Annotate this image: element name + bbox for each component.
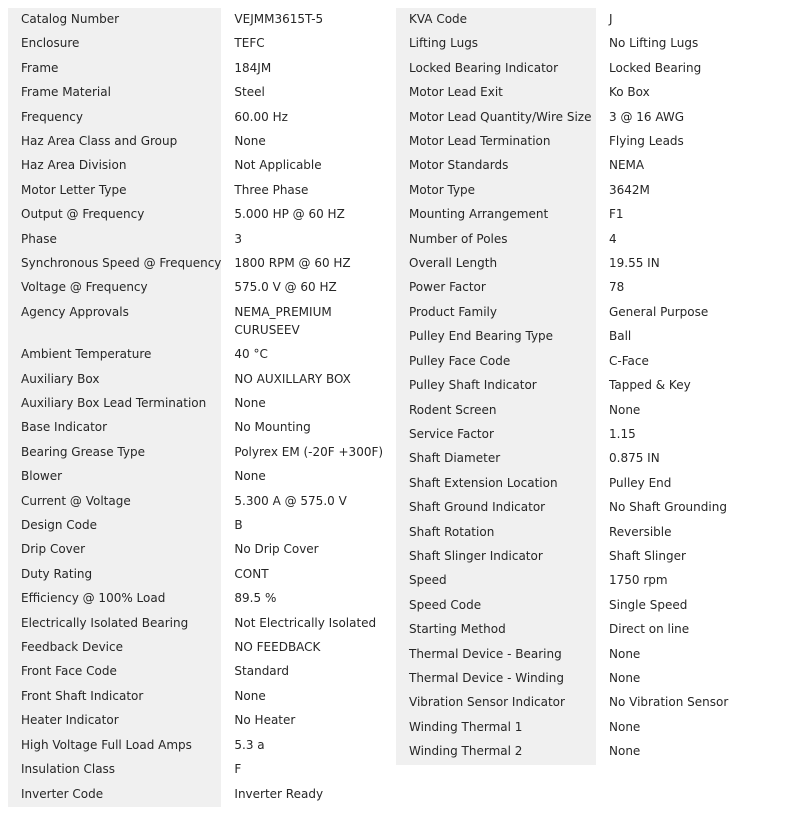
spec-value — [221, 301, 384, 343]
spec-value: Three Phase — [221, 179, 384, 203]
spec-row-bearing-grease-type — [8, 441, 384, 465]
spec-row-product-family — [396, 301, 769, 325]
spec-label: Output @ Frequency — [8, 203, 221, 227]
spec-label: Insulation Class — [8, 758, 221, 782]
spec-value: 78 — [596, 276, 769, 300]
spec-label: Motor Lead Quantity/Wire Size — [396, 106, 596, 130]
spec-value: None — [596, 399, 769, 423]
spec-value: 19.55 IN — [596, 252, 769, 276]
spec-row-catalog-number — [8, 8, 384, 32]
spec-row-winding-thermal-2 — [396, 740, 769, 764]
spec-row-auxiliary-box — [8, 368, 384, 392]
spec-row-auxiliary-box-lead-termination — [8, 392, 384, 416]
spec-label: Design Code — [8, 514, 221, 538]
spec-value: 1750 rpm — [596, 569, 769, 593]
spec-row-winding-thermal-1 — [396, 716, 769, 740]
spec-label: Motor Lead Exit — [396, 81, 596, 105]
spec-label: Inverter Code — [8, 783, 221, 807]
spec-row-haz-area-division — [8, 154, 384, 178]
spec-row-base-indicator — [8, 416, 384, 440]
spec-label: Synchronous Speed @ Frequency — [8, 252, 221, 276]
spec-row-frame-material — [8, 81, 384, 105]
spec-value: 5.3 a — [221, 734, 384, 758]
spec-row-design-code — [8, 514, 384, 538]
spec-value: 3 @ 16 AWG — [596, 106, 769, 130]
spec-value: Direct on line — [596, 618, 769, 642]
spec-label: Shaft Diameter — [396, 447, 596, 471]
spec-row-locked-bearing-indicator — [396, 57, 769, 81]
spec-label: Duty Rating — [8, 563, 221, 587]
spec-label: Frame — [8, 57, 221, 81]
spec-row-blower — [8, 465, 384, 489]
spec-value-line: NEMA_PREMIUM — [234, 304, 332, 319]
spec-row-shaft-extension-location — [396, 472, 769, 496]
spec-value: TEFC — [221, 32, 384, 56]
spec-row-inverter-code — [8, 783, 384, 807]
spec-row-pulley-end-bearing-type — [396, 325, 769, 349]
spec-label: Electrically Isolated Bearing — [8, 612, 221, 636]
spec-label: Agency Approvals — [8, 301, 221, 343]
spec-value: No Shaft Grounding — [596, 496, 769, 520]
spec-label: Thermal Device - Bearing — [396, 643, 596, 667]
spec-label: Overall Length — [396, 252, 596, 276]
spec-value: NO FEEDBACK — [221, 636, 384, 660]
spec-row-pulley-face-code — [396, 350, 769, 374]
spec-label: Winding Thermal 1 — [396, 716, 596, 740]
spec-row-starting-method — [396, 618, 769, 642]
spec-value: No Lifting Lugs — [596, 32, 769, 56]
spec-row-motor-letter-type — [8, 179, 384, 203]
spec-value: C-Face — [596, 350, 769, 374]
spec-value: 575.0 V @ 60 HZ — [221, 276, 384, 300]
spec-label: Ambient Temperature — [8, 343, 221, 367]
spec-row-feedback-device — [8, 636, 384, 660]
spec-value: Locked Bearing — [596, 57, 769, 81]
spec-value-line: CURUSEEV — [234, 322, 300, 337]
spec-row-vibration-sensor-indicator — [396, 691, 769, 715]
spec-value: Shaft Slinger — [596, 545, 769, 569]
spec-label: Catalog Number — [8, 8, 221, 32]
spec-label: Heater Indicator — [8, 709, 221, 733]
spec-row-mounting-arrangement — [396, 203, 769, 227]
spec-row-haz-area-class-and-group — [8, 130, 384, 154]
spec-row-motor-lead-exit — [396, 81, 769, 105]
spec-value: 184JM — [221, 57, 384, 81]
spec-value: None — [596, 716, 769, 740]
spec-label: Number of Poles — [396, 228, 596, 252]
spec-row-motor-lead-quantity-wire-size — [396, 106, 769, 130]
spec-value: None — [596, 667, 769, 691]
spec-value: 0.875 IN — [596, 447, 769, 471]
spec-label: Efficiency @ 100% Load — [8, 587, 221, 611]
spec-label: Motor Lead Termination — [396, 130, 596, 154]
spec-value: 1800 RPM @ 60 HZ — [221, 252, 384, 276]
spec-row-voltage-frequency — [8, 276, 384, 300]
spec-label: Haz Area Class and Group — [8, 130, 221, 154]
spec-value: None — [221, 685, 384, 709]
spec-label: Drip Cover — [8, 538, 221, 562]
spec-row-motor-type — [396, 179, 769, 203]
spec-row-rodent-screen — [396, 399, 769, 423]
spec-value: 4 — [596, 228, 769, 252]
spec-label: Vibration Sensor Indicator — [396, 691, 596, 715]
spec-row-power-factor — [396, 276, 769, 300]
spec-label: Pulley Face Code — [396, 350, 596, 374]
spec-label: Shaft Extension Location — [396, 472, 596, 496]
spec-value: Inverter Ready — [221, 783, 384, 807]
spec-row-motor-standards — [396, 154, 769, 178]
spec-label: Front Shaft Indicator — [8, 685, 221, 709]
spec-label: Phase — [8, 228, 221, 252]
spec-label: Haz Area Division — [8, 154, 221, 178]
spec-value: Flying Leads — [596, 130, 769, 154]
spec-row-synchronous-speed-frequency — [8, 252, 384, 276]
spec-value: No Heater — [221, 709, 384, 733]
spec-label: Motor Type — [396, 179, 596, 203]
spec-row-lifting-lugs — [396, 32, 769, 56]
spec-label: Blower — [8, 465, 221, 489]
spec-value: Steel — [221, 81, 384, 105]
spec-table-left-body — [8, 8, 384, 807]
spec-row-shaft-slinger-indicator — [396, 545, 769, 569]
spec-value: Standard — [221, 660, 384, 684]
spec-label: Shaft Slinger Indicator — [396, 545, 596, 569]
spec-row-current-voltage — [8, 490, 384, 514]
spec-row-duty-rating — [8, 563, 384, 587]
spec-value: No Vibration Sensor — [596, 691, 769, 715]
spec-value: 5.000 HP @ 60 HZ — [221, 203, 384, 227]
spec-label: Feedback Device — [8, 636, 221, 660]
spec-label: Power Factor — [396, 276, 596, 300]
spec-row-pulley-shaft-indicator — [396, 374, 769, 398]
spec-row-insulation-class — [8, 758, 384, 782]
spec-table-right — [396, 8, 769, 765]
spec-row-thermal-device-winding — [396, 667, 769, 691]
spec-value: None — [596, 643, 769, 667]
spec-value: 3 — [221, 228, 384, 252]
spec-row-efficiency-100-load — [8, 587, 384, 611]
spec-label: Auxiliary Box — [8, 368, 221, 392]
spec-value: 5.300 A @ 575.0 V — [221, 490, 384, 514]
spec-row-frequency — [8, 106, 384, 130]
spec-value: No Mounting — [221, 416, 384, 440]
spec-label: High Voltage Full Load Amps — [8, 734, 221, 758]
spec-value: NEMA — [596, 154, 769, 178]
spec-table-right-body — [396, 8, 769, 765]
spec-label: Thermal Device - Winding — [396, 667, 596, 691]
spec-value: None — [221, 465, 384, 489]
spec-value: J — [596, 8, 769, 32]
spec-row-output-frequency — [8, 203, 384, 227]
spec-label: Motor Letter Type — [8, 179, 221, 203]
spec-value: F1 — [596, 203, 769, 227]
spec-value: 1.15 — [596, 423, 769, 447]
spec-value: Polyrex EM (-20F +300F) — [221, 441, 384, 465]
spec-value: Ball — [596, 325, 769, 349]
spec-label: Lifting Lugs — [396, 32, 596, 56]
spec-row-thermal-device-bearing — [396, 643, 769, 667]
spec-label: Voltage @ Frequency — [8, 276, 221, 300]
spec-label: Bearing Grease Type — [8, 441, 221, 465]
spec-label: Pulley End Bearing Type — [396, 325, 596, 349]
spec-value: Not Applicable — [221, 154, 384, 178]
spec-row-frame — [8, 57, 384, 81]
spec-label: Motor Standards — [396, 154, 596, 178]
spec-row-shaft-ground-indicator — [396, 496, 769, 520]
spec-value: NO AUXILLARY BOX — [221, 368, 384, 392]
spec-value: None — [221, 130, 384, 154]
spec-row-phase — [8, 228, 384, 252]
spec-row-drip-cover — [8, 538, 384, 562]
spec-row-speed-code — [396, 594, 769, 618]
spec-label: Current @ Voltage — [8, 490, 221, 514]
spec-table-left — [8, 8, 384, 807]
spec-value: General Purpose — [596, 301, 769, 325]
spec-row-heater-indicator — [8, 709, 384, 733]
spec-row-kva-code — [396, 8, 769, 32]
spec-label: Frame Material — [8, 81, 221, 105]
spec-value: Ko Box — [596, 81, 769, 105]
spec-row-speed — [396, 569, 769, 593]
spec-label: Service Factor — [396, 423, 596, 447]
spec-value: Pulley End — [596, 472, 769, 496]
spec-label: Auxiliary Box Lead Termination — [8, 392, 221, 416]
spec-label: Shaft Rotation — [396, 521, 596, 545]
spec-row-enclosure — [8, 32, 384, 56]
spec-row-shaft-rotation — [396, 521, 769, 545]
spec-label: Frequency — [8, 106, 221, 130]
spec-label: Rodent Screen — [396, 399, 596, 423]
spec-value: VEJMM3615T-5 — [221, 8, 384, 32]
spec-label: Winding Thermal 2 — [396, 740, 596, 764]
spec-row-agency-approvals — [8, 301, 384, 343]
spec-label: Front Face Code — [8, 660, 221, 684]
spec-label: Locked Bearing Indicator — [396, 57, 596, 81]
spec-label: Speed Code — [396, 594, 596, 618]
spec-row-number-of-poles — [396, 228, 769, 252]
spec-row-electrically-isolated-bearing — [8, 612, 384, 636]
spec-label: Enclosure — [8, 32, 221, 56]
spec-value: Single Speed — [596, 594, 769, 618]
spec-row-high-voltage-full-load-amps — [8, 734, 384, 758]
spec-label: KVA Code — [396, 8, 596, 32]
spec-label: Mounting Arrangement — [396, 203, 596, 227]
spec-value: 60.00 Hz — [221, 106, 384, 130]
spec-row-service-factor — [396, 423, 769, 447]
spec-value: None — [596, 740, 769, 764]
spec-label: Starting Method — [396, 618, 596, 642]
spec-value: 89.5 % — [221, 587, 384, 611]
spec-label: Base Indicator — [8, 416, 221, 440]
spec-row-motor-lead-termination — [396, 130, 769, 154]
spec-value: None — [221, 392, 384, 416]
spec-row-shaft-diameter — [396, 447, 769, 471]
spec-value: 3642M — [596, 179, 769, 203]
spec-value: F — [221, 758, 384, 782]
spec-row-ambient-temperature — [8, 343, 384, 367]
spec-label: Shaft Ground Indicator — [396, 496, 596, 520]
spec-row-overall-length — [396, 252, 769, 276]
spec-value: Reversible — [596, 521, 769, 545]
spec-value: Not Electrically Isolated — [221, 612, 384, 636]
spec-label: Pulley Shaft Indicator — [396, 374, 596, 398]
spec-value: 40 °C — [221, 343, 384, 367]
spec-label: Product Family — [396, 301, 596, 325]
spec-value: B — [221, 514, 384, 538]
spec-row-front-face-code — [8, 660, 384, 684]
spec-value: No Drip Cover — [221, 538, 384, 562]
spec-label: Speed — [396, 569, 596, 593]
spec-row-front-shaft-indicator — [8, 685, 384, 709]
spec-value: Tapped & Key — [596, 374, 769, 398]
spec-value: CONT — [221, 563, 384, 587]
